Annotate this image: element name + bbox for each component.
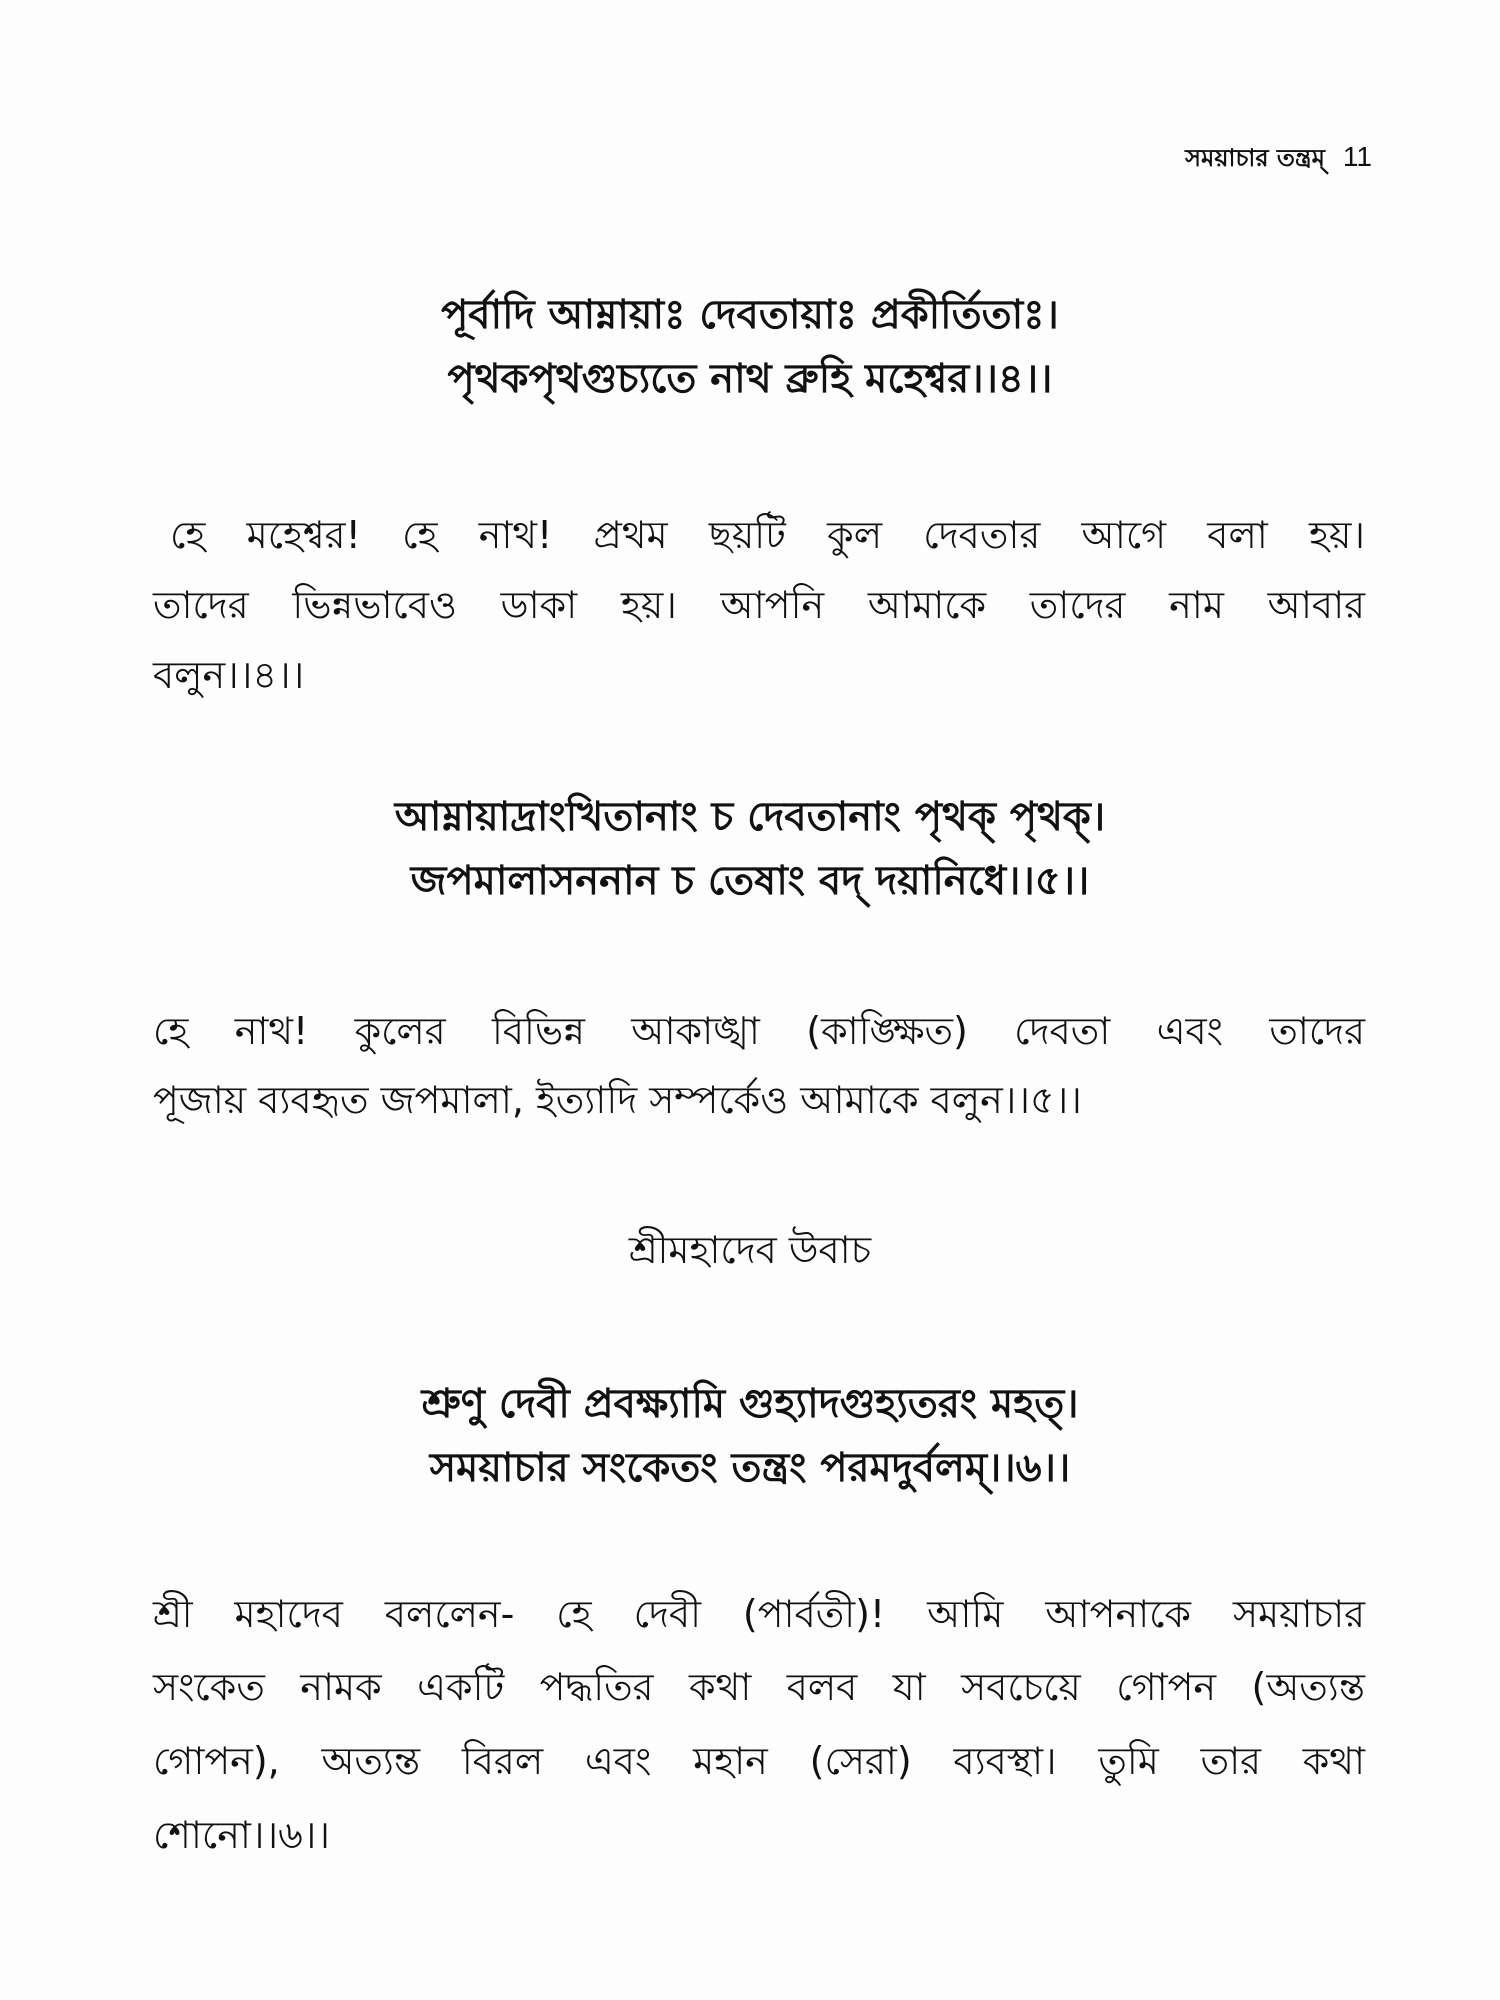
prose-line: শোনো।।৬।। [153,1813,330,1857]
prose-line: হে মহেশ্বর! হে নাথ! প্রথম ছয়টি কুল দেবতার আগে বলা হয়। [170,513,1365,557]
speaker-heading: শ্রীমহাদেব উবাচ [628,1228,872,1272]
verse-line: পূর্বাদি আম্নায়াঃ দেবতায়াঃ প্রকীর্তিতাঃ। [441,292,1059,338]
verse-6 [0,1372,1500,1500]
prose-line: গোপন), অত্যন্ত বিরল এবং মহান (সেরা) ব্যবস্থা। তুমি তার কথা [153,1739,1365,1783]
verse-line: আম্নায়াদ্রাংখিতানাং চ দেবতানাং পৃথক্ পৃথক্। [394,794,1106,840]
verse-line: শ্রুণু দেবী প্রবক্ষ্যামি গুহ্যাদগুহ্যতরং মহত্। [421,1381,1079,1427]
prose-line: তাদের ভিন্নভাবেও ডাকা হয়। আপনি আমাকে তাদের নাম আবার [153,583,1365,627]
page-number: 11 [1342,141,1372,172]
verse-line: সময়াচার সংকেতং তন্ত্রং পরমদুর্বলম্।।৬।। [429,1445,1071,1491]
prose-line: শ্রী মহাদেব বললেন- হে দেবী (পার্বতী)! আমি আপনাকে সময়াচার [153,1592,1365,1636]
verse-line: পৃথকপৃথগুচ্যতে নাথ ব্রুহি মহেশ্বর।।৪।। [447,356,1053,402]
verse-4 [0,283,1500,411]
prose-line: সংকেত নামক একটি পদ্ধতির কথা বলব যা সবচেয়ে গোপন (অত্যন্ত [153,1665,1365,1709]
verse-line: জপমালাসননান চ তেষাং বদ্ দয়ানিধে।।৫।। [410,858,1090,904]
header-title: সময়াচার তন্ত্রম্ [1185,144,1325,172]
prose-line: বলুন।।৪।। [153,653,305,697]
prose-line: পূজায় ব্যবহৃত জপমালা, ইত্যাদি সম্পর্কেও আমাকে বলুন।।৫।। [153,1078,1082,1122]
running-header [1185,140,1372,180]
verse-5 [0,785,1500,913]
prose-line: হে নাথ! কুলের বিভিন্ন আকাঙ্খা (কাঙ্ক্ষিত) দেবতা এবং তাদের [153,1009,1365,1053]
